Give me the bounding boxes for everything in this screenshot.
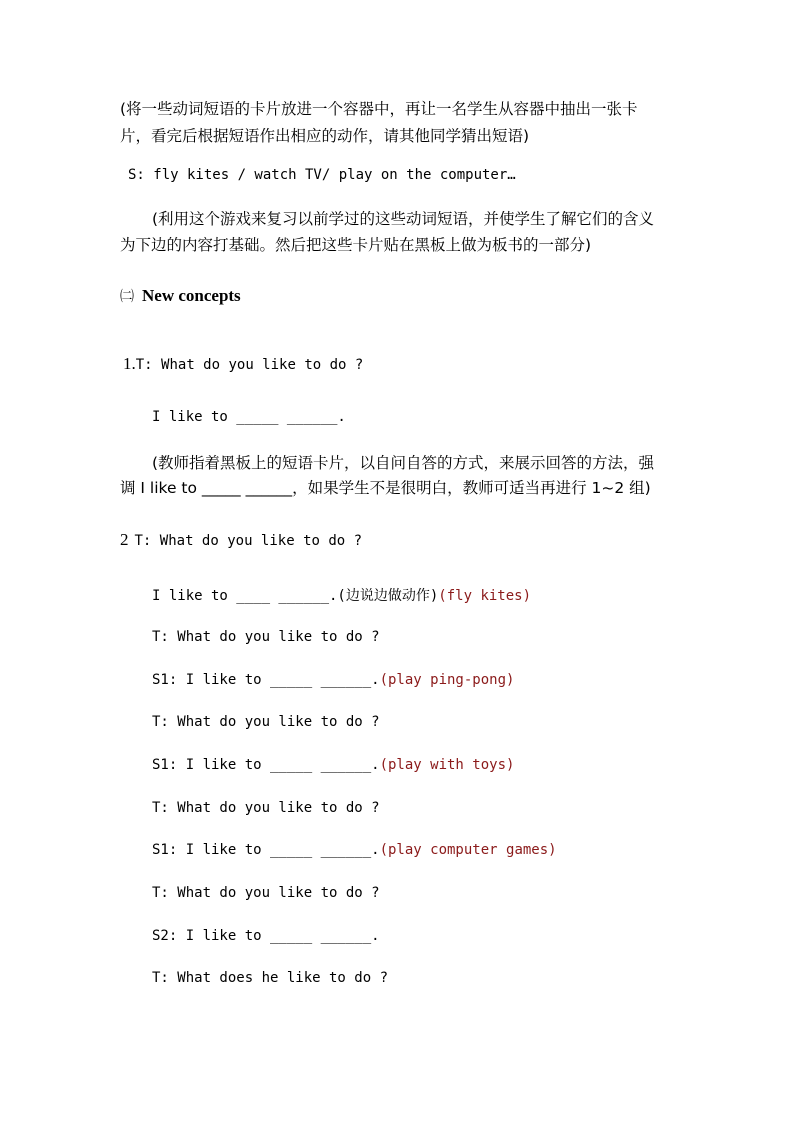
game-note-line-1: (利用这个游戏来复习以前学过的这些动词短语，并使学生了解它们的含义	[152, 210, 655, 228]
dialog-text: S1: I like to _____ ______.	[152, 672, 380, 688]
dialog-line	[152, 969, 388, 987]
dialog-line	[152, 628, 380, 646]
step1-note-line-2: 调 I like to _____ ______，如果学生不是很明白，教师可适当再进行 1~2 组)	[120, 479, 651, 497]
step1-number: 1.	[123, 354, 136, 373]
intro-line-1: (将一些动词短语的卡片放进一个容器中，再让一名学生从容器中抽出一张卡	[120, 100, 638, 118]
step2-question: T: What do you like to do ?	[134, 533, 363, 549]
dialog-line	[152, 713, 380, 731]
step1-note-line-1: (教师指着黑板上的短语卡片，以自问自答的方式，来展示回答的方法，强	[152, 454, 655, 472]
section-title: New concepts	[142, 286, 241, 305]
dialog-text: T: What do you like to do ?	[152, 629, 380, 645]
dialog-text: T: What does he like to do ?	[152, 970, 389, 986]
step2-number: 2	[120, 530, 129, 549]
dialog-line	[152, 841, 557, 859]
section-number: ㈡	[120, 289, 134, 305]
step1-answer: I like to _____ ______.	[152, 409, 346, 425]
dialog-text: I like to ____ ______.(边说边做动作)	[152, 588, 439, 604]
dialog-text: S2: I like to _____ ______.	[152, 928, 380, 944]
dialog-line	[152, 927, 380, 945]
dialog-line	[152, 799, 380, 817]
step2-question-line	[120, 530, 362, 550]
student-phrases-line: S: fly kites / watch TV/ play on the computer…	[128, 167, 516, 183]
dialog-line	[152, 756, 514, 774]
dialog-hint: (fly kites)	[438, 588, 532, 604]
step1-question-line	[123, 354, 363, 374]
game-note-line-2: 为下边的内容打基础。然后把这些卡片贴在黑板上做为板书的一部分)	[120, 236, 592, 254]
dialog-text: T: What do you like to do ?	[152, 714, 380, 730]
dialog-hint: (play computer games)	[379, 842, 557, 858]
dialog-text: S1: I like to _____ ______.	[152, 842, 380, 858]
dialog-text: T: What do you like to do ?	[152, 885, 380, 901]
dialog-text: T: What do you like to do ?	[152, 800, 380, 816]
intro-line-2: 片，看完后根据短语作出相应的动作，请其他同学猜出短语)	[120, 127, 530, 145]
dialog-hint: (play ping-pong)	[379, 672, 515, 688]
dialog-text: S1: I like to _____ ______.	[152, 757, 380, 773]
step1-question: T: What do you like to do ?	[135, 357, 364, 373]
section-heading	[120, 286, 241, 306]
dialog-hint: (play with toys)	[379, 757, 515, 773]
dialog-line	[152, 671, 514, 689]
dialog-line	[152, 585, 531, 605]
dialog-line	[152, 884, 380, 902]
